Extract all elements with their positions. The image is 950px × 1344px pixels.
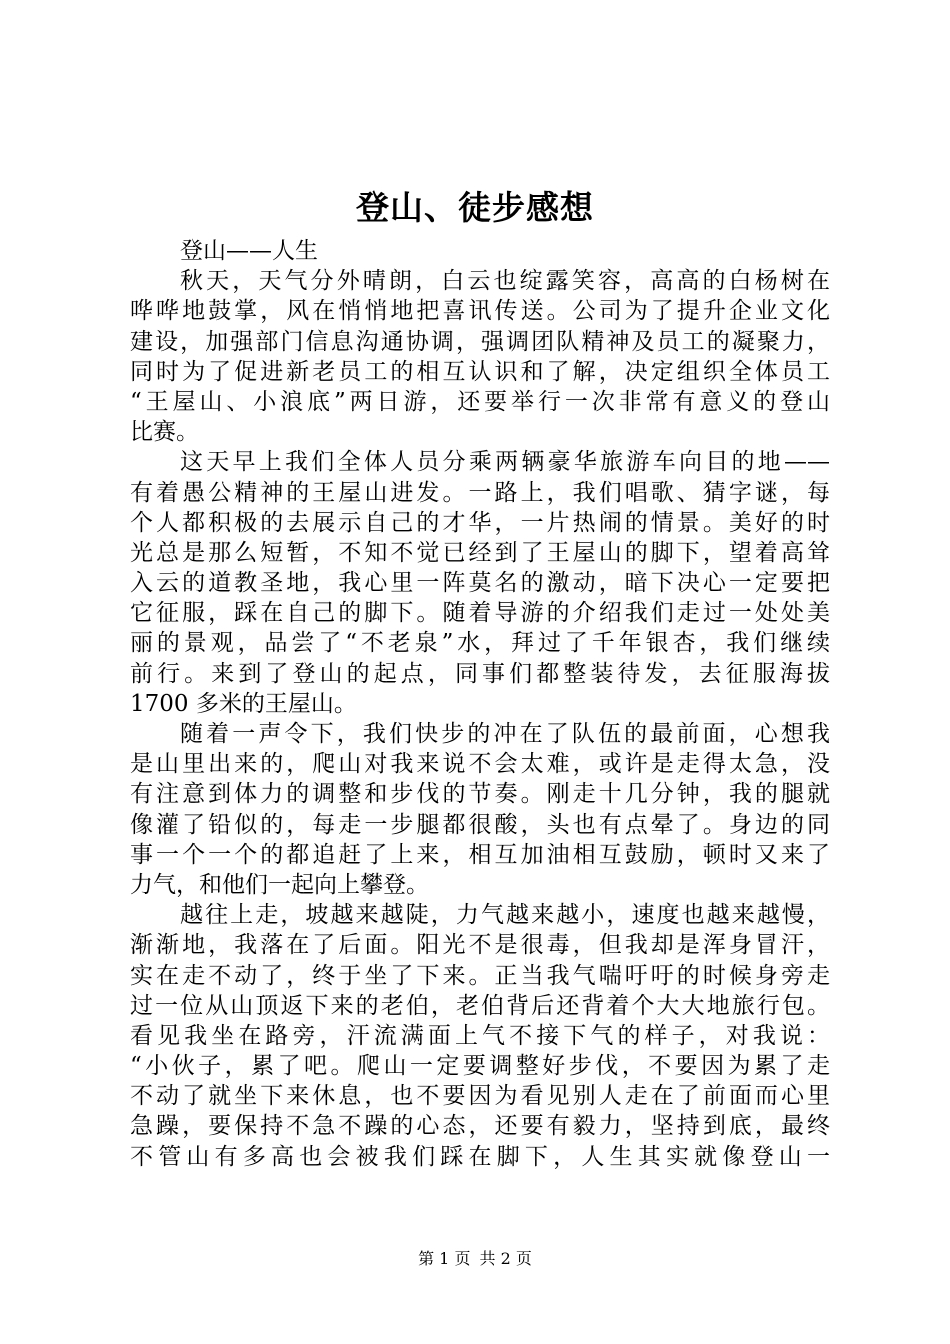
text-line: 前行。来到了登山的起点，同事们都整装待发，去征服海拔 [130,660,830,687]
text-line: “小伙子，累了吧。爬山一定要调整好步伐，不要因为累了走 [130,1053,830,1080]
text-line: 实在走不动了，终于坐了下来。正当我气喘吁吁的时候身旁走 [130,962,830,989]
text-line: 不管山有多高也会被我们踩在脚下，人生其实就像登山一 [130,1143,830,1170]
text-line: 事一个一个的都追赶了上来，相互加油相互鼓励，顿时又来了 [130,841,830,868]
text-line: 个人都积极的去展示自己的才华，一片热闹的情景。美好的时 [130,509,830,536]
text-line: 过一位从山顶返下来的老伯，老伯背后还背着个大大地旅行包。 [130,992,830,1019]
text-line: “王屋山、小浪底”两日游，还要举行一次非常有意义的登山 [130,388,830,415]
text-line: 力气，和他们一起向上攀登。 [130,871,429,898]
text-line: 这天早上我们全体人员分乘两辆豪华旅游车向目的地—— [180,449,830,476]
text-line: 建设，加强部门信息沟通协调，强调团队精神及员工的凝聚力， [130,328,830,355]
text-line: 比赛。 [130,419,199,446]
page-number: 第 1 页 [418,1249,471,1268]
text-line: 急躁，要保持不急不躁的心态，还要有毅力，坚持到底，最终 [130,1113,830,1140]
text-line: 有着愚公精神的王屋山进发。一路上，我们唱歌、猜字谜，每 [130,479,830,506]
text-line: 看见我坐在路旁，汗流满面上气不接下气的样子，对我说： [130,1022,830,1049]
text-line: 1700 多米的王屋山。 [130,690,357,717]
page-title: 登山、徒步感想 [356,188,594,227]
text-line: 是山里出来的，爬山对我来说不会太难，或许是走得太急，没 [130,751,830,778]
text-line: 同时为了促进新老员工的相互认识和了解，决定组织全体员工 [130,358,830,385]
text-line: 不动了就坐下来休息，也不要因为看见别人走在了前面而心里 [130,1083,830,1110]
text-line: 哗哗地鼓掌，风在悄悄地把喜讯传送。公司为了提升企业文化 [130,298,830,325]
text-line: 丽的景观，品尝了“不老泉”水，拜过了千年银杏，我们继续 [130,630,830,657]
text-line: 光总是那么短暂，不知不觉已经到了王屋山的脚下，望着高耸 [130,539,830,566]
text-line: 入云的道教圣地，我心里一阵莫名的激动，暗下决心一定要把 [130,570,830,597]
body-text [130,236,830,1172]
text-line: 随着一声令下，我们快步的冲在了队伍的最前面，心想我 [180,721,830,747]
page-total: 共 2 页 [479,1249,532,1268]
text-line: 有注意到体力的调整和步伐的节奏。刚走十几分钟，我的腿就 [130,781,830,808]
text-line: 像灌了铅似的，每走一步腿都很酸，头也有点晕了。身边的同 [130,811,830,838]
text-line: 登山——人生 [180,238,318,264]
page-footer [0,1246,950,1269]
text-line: 秋天，天气分外晴朗，白云也绽露笑容，高高的白杨树在 [180,268,830,295]
text-line: 渐渐地，我落在了后面。阳光不是很毒，但我却是浑身冒汗， [130,932,830,959]
text-line: 越往上走，坡越来越陡，力气越来越小，速度也越来越慢， [180,902,830,929]
text-line: 它征服，踩在自己的脚下。随着导游的介绍我们走过一处处美 [130,600,830,627]
